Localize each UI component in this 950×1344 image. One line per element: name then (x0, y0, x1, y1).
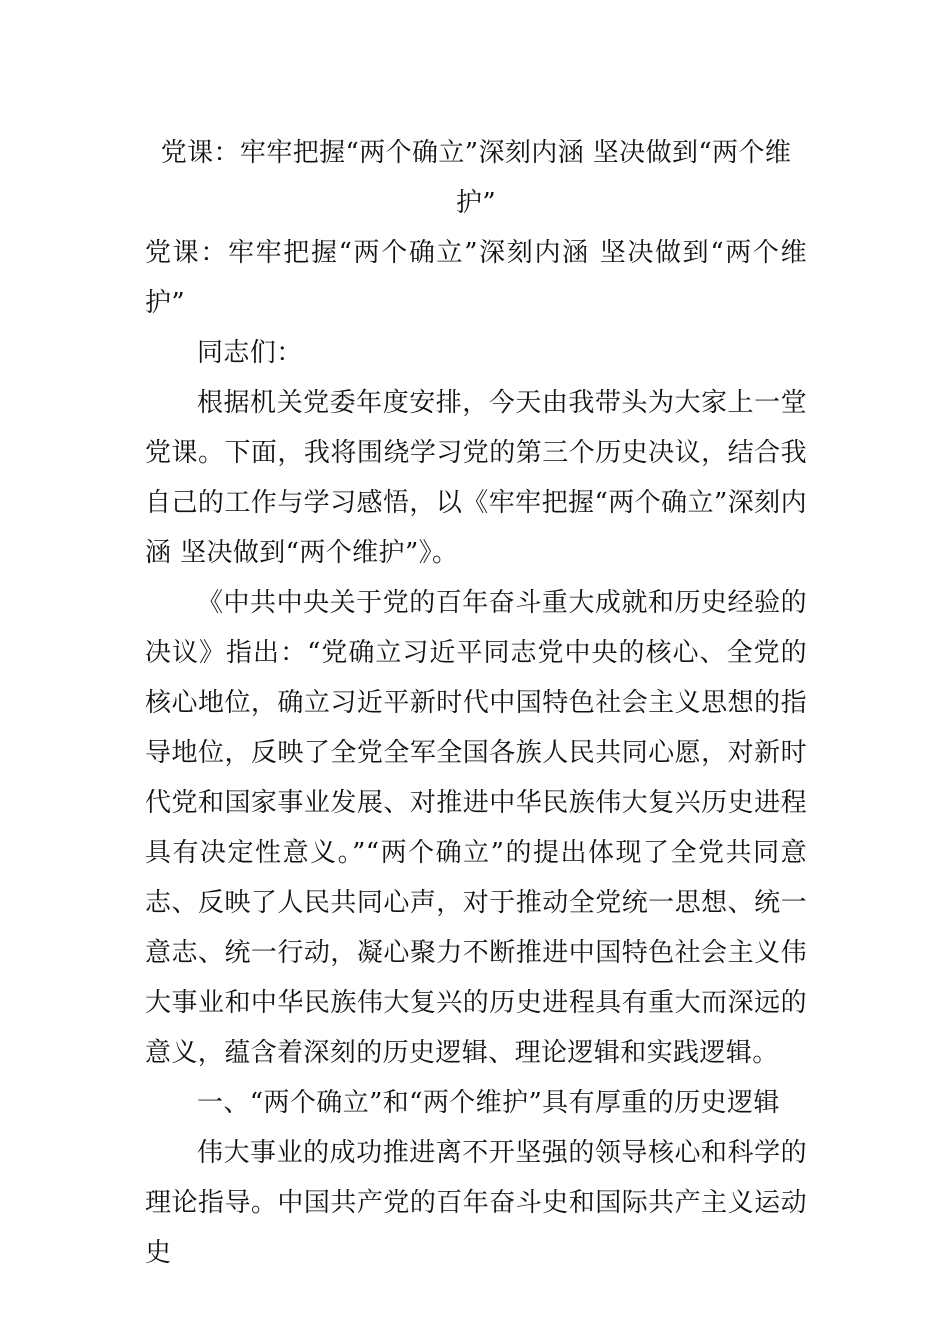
salutation: 同志们： (197, 338, 303, 368)
section-heading-1: 一、“两个确立”和“两个维护”具有厚重的历史逻辑 (197, 1088, 780, 1118)
document-subtitle: 党课：牢牢把握“两个确立”深刻内涵 坚决做到“两个维护” (145, 238, 807, 318)
document-body (145, 128, 807, 1278)
paragraph-intro: 根据机关党委年度安排，今天由我带头为大家上一堂党课。下面，我将围绕学习党的第三个历史决议，结合我自己的工作与学习感悟，以《牢牢把握“两个确立”深刻内涵 坚决做到“两个维护”》。 (145, 388, 807, 568)
paragraph-resolution-quote: 《中共中央关于党的百年奋斗重大成就和历史经验的决议》指出：“党确立习近平同志党中央的核心、全党的核心地位，确立习近平新时代中国特色社会主义思想的指导地位，反映了全党全军全国各族人民共同心愿，对新时代党和国家事业发展、对推进中华民族伟大复兴历史进程具有决定性意义。”“两个确立”的提出体现了全党共同意志、反映了人民共同心声，对于推动全党统一思想、统一意志、统一行动，凝心聚力不断推进中国特色社会主义伟大事业和中华民族伟大复兴的历史进程具有重大而深远的意义，蕴含着深刻的历史逻辑、理论逻辑和实践逻辑。 (145, 588, 807, 1068)
paragraph-section-1: 伟大事业的成功推进离不开坚强的领导核心和科学的理论指导。中国共产党的百年奋斗史和国际共产主义运动史 (145, 1138, 807, 1268)
document-title: 党课：牢牢把握“两个确立”深刻内涵 坚决做到“两个维护” (160, 138, 792, 218)
